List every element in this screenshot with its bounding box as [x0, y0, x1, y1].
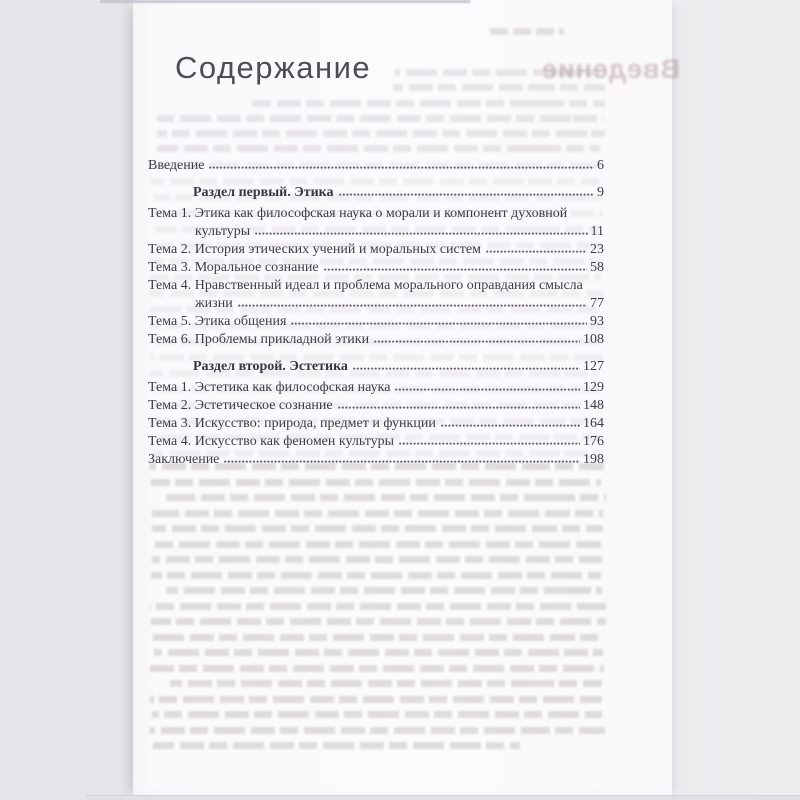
toc-page-number: 108	[583, 332, 604, 347]
toc-page-number: 11	[590, 224, 604, 239]
bleedthrough-line	[151, 618, 606, 625]
toc-entry-label: Тема 5. Этика общения	[148, 314, 287, 329]
toc-entry-label: Тема 1. Эстетика как философская наука	[148, 380, 391, 395]
toc-dotted-leader	[486, 242, 587, 253]
toc-entry	[148, 451, 604, 469]
toc-entry	[148, 313, 604, 331]
toc-entry	[148, 205, 604, 223]
bleedthrough-line	[150, 603, 606, 610]
toc-entry	[148, 358, 604, 376]
toc-entry-label: Введение	[148, 158, 205, 173]
toc-entry	[148, 241, 604, 259]
toc-dotted-leader	[441, 416, 580, 427]
toc-entry	[148, 295, 604, 313]
bleedthrough-line	[157, 115, 603, 122]
toc-dotted-leader	[291, 314, 587, 325]
toc-entry	[148, 259, 604, 277]
bleedthrough-line	[151, 572, 601, 579]
bleedthrough-line	[170, 680, 602, 687]
toc-dotted-leader	[399, 434, 580, 445]
book-page	[133, 0, 680, 800]
toc-entry	[148, 184, 604, 202]
toc-dotted-leader	[224, 452, 580, 463]
toc-dotted-leader	[324, 260, 587, 271]
toc-entry-label: Раздел второй. Эстетика	[193, 359, 348, 374]
toc-entry	[148, 379, 604, 397]
bleedthrough-line	[166, 494, 606, 501]
toc-page-number: 9	[597, 185, 604, 200]
page-top-edge	[100, 0, 470, 3]
toc-dotted-leader	[374, 332, 580, 343]
toc-entry	[148, 415, 604, 433]
bleedthrough-line	[395, 69, 600, 76]
bleedthrough-line	[157, 145, 600, 152]
toc-entry-label: культуры	[195, 224, 251, 239]
toc-page-number: 93	[590, 314, 604, 329]
toc-dotted-leader	[353, 359, 580, 370]
toc-entry	[148, 397, 604, 415]
toc-page-number: 23	[590, 242, 604, 257]
toc-dotted-leader	[338, 398, 580, 409]
toc-entry	[148, 223, 604, 241]
toc-dotted-leader	[209, 158, 594, 169]
toc-entry-label: жизни	[195, 296, 233, 311]
bleedthrough-line	[152, 711, 602, 718]
toc-page-number: 127	[583, 359, 604, 374]
toc-entry-label: Тема 6. Проблемы прикладной этики	[148, 332, 370, 347]
toc-dotted-leader	[339, 185, 595, 196]
bleedthrough-line	[152, 525, 603, 532]
bleedthrough-line	[152, 510, 603, 517]
toc-entry	[148, 277, 604, 295]
bleedthrough-line	[157, 130, 605, 137]
bleedthrough-line	[154, 649, 603, 656]
bleedthrough-line	[152, 556, 602, 563]
bleedthrough-heading: Введение	[541, 54, 680, 84]
toc-entry-label: Тема 2. Эстетическое сознание	[148, 398, 333, 413]
bleedthrough-header-mark	[490, 28, 564, 35]
bleedthrough-line	[252, 100, 605, 107]
toc-page-number: 77	[590, 296, 604, 311]
toc-dotted-leader	[255, 224, 587, 235]
bleedthrough-line	[393, 84, 605, 91]
toc-entry-label: Тема 4. Искусство как феномен культуры	[148, 434, 395, 449]
toc-entry	[148, 157, 604, 175]
toc-page-number: 58	[590, 260, 604, 275]
bleedthrough-line	[150, 696, 602, 703]
toc-entry-label: Раздел первый. Этика	[193, 185, 334, 200]
toc-entry	[148, 433, 604, 451]
bleedthrough-line	[151, 479, 601, 486]
bleedthrough-line	[152, 541, 603, 548]
bleedthrough-line	[153, 742, 520, 749]
toc-entry-label: Тема 1. Этика как философская наука о морали и компонент духовной	[148, 206, 568, 221]
page-bottom-edge	[86, 795, 800, 800]
toc-page-number: 6	[597, 158, 604, 173]
toc-entry	[148, 331, 604, 349]
toc-entry-label: Заключение	[148, 452, 220, 467]
toc-dotted-leader	[238, 296, 587, 307]
bleedthrough-line	[150, 634, 601, 641]
toc-entry-label: Тема 3. Искусство: природа, предмет и функции	[148, 416, 436, 431]
toc-page-number: 176	[583, 434, 604, 449]
toc-page-number: 198	[583, 452, 604, 467]
table-of-contents	[148, 157, 604, 469]
toc-page-number: 164	[583, 416, 604, 431]
bleedthrough-line	[150, 665, 604, 672]
toc-entry-label: Тема 4. Нравственный идеал и проблема морального оправдания смысла	[148, 278, 583, 293]
page-title: Содержание	[175, 50, 372, 85]
toc-entry-label: Тема 3. Моральное сознание	[148, 260, 319, 275]
toc-page-number: 129	[583, 380, 604, 395]
toc-entry-label: Тема 2. История этических учений и моральных систем	[148, 242, 481, 257]
toc-page-number: 148	[583, 398, 604, 413]
toc-dotted-leader	[395, 380, 580, 391]
bleedthrough-line	[166, 587, 602, 594]
bleedthrough-line	[150, 727, 605, 734]
